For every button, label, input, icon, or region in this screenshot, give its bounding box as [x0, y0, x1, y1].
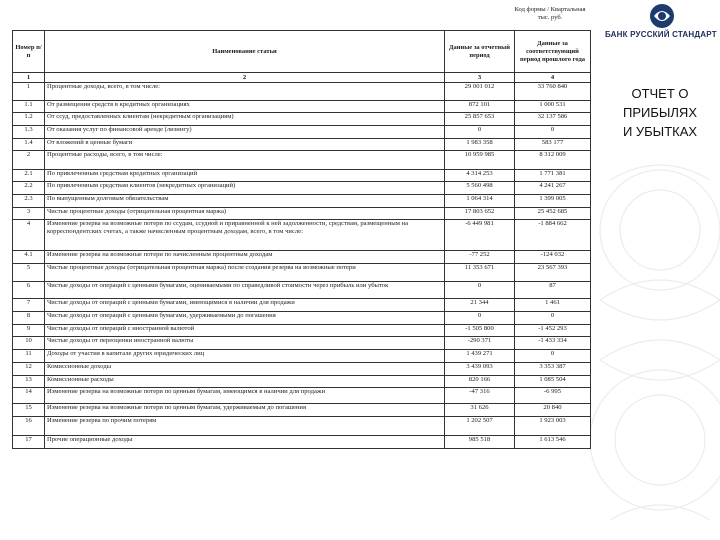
row-current-value: 1 064 314: [445, 195, 515, 208]
row-name: Чистые доходы от операций с ценными бумагами, удерживаемыми до погашения: [45, 312, 445, 325]
slide-title-line: ОТЧЕТ О: [631, 86, 689, 101]
row-number: 15: [13, 404, 45, 417]
column-numbers-row: [13, 73, 591, 83]
row-current-value: 25 857 653: [445, 113, 515, 126]
report-document: [10, 0, 590, 530]
row-current-value: 31 626: [445, 404, 515, 417]
row-previous-value: 583 177: [515, 139, 591, 151]
row-previous-value: 33 760 840: [515, 83, 591, 101]
row-number: 6: [13, 282, 45, 299]
header-current: Данные за отчетный период: [445, 31, 515, 73]
row-previous-value: 23 567 393: [515, 264, 591, 282]
row-number: 1.2: [13, 113, 45, 126]
table-row: [13, 251, 591, 264]
row-current-value: 1 202 507: [445, 417, 515, 436]
row-previous-value: -1 433 334: [515, 337, 591, 350]
row-current-value: 0: [445, 282, 515, 299]
table-row: [13, 139, 591, 151]
row-number: 2.3: [13, 195, 45, 208]
brand-name: БАНК РУССКИЙ СТАНДАРТ: [605, 30, 717, 39]
row-number: 17: [13, 436, 45, 449]
table-row: [13, 195, 591, 208]
table-row: [13, 170, 591, 182]
row-number: 2.1: [13, 170, 45, 182]
row-name: Прочие операционные доходы: [45, 436, 445, 449]
header-previous: Данные за соответствующий период прошлого года: [515, 31, 591, 73]
table-row: [13, 404, 591, 417]
row-current-value: 1 439 271: [445, 350, 515, 363]
row-current-value: 872 101: [445, 101, 515, 113]
row-number: 13: [13, 376, 45, 388]
row-name: Чистые доходы от операций с иностранной валютой: [45, 325, 445, 337]
table-row: [13, 363, 591, 376]
slide-title: [610, 84, 710, 141]
table-row: [13, 208, 591, 220]
table-row: [13, 182, 591, 195]
header-name: Наименование статьи: [45, 31, 445, 73]
row-previous-value: 1 461: [515, 299, 591, 312]
row-previous-value: 3 353 387: [515, 363, 591, 376]
profit-loss-table: [12, 30, 591, 449]
row-current-value: 29 001 012: [445, 83, 515, 101]
row-previous-value: 8 312 009: [515, 151, 591, 170]
row-number: 14: [13, 388, 45, 404]
row-name: Изменение резерва на возможные потери по ценным бумагам, имеющимся в наличии для продажи: [45, 388, 445, 404]
row-previous-value: 0: [515, 350, 591, 363]
row-previous-value: -1 452 293: [515, 325, 591, 337]
row-number: 10: [13, 337, 45, 350]
row-number: 2: [13, 151, 45, 170]
row-current-value: 21 344: [445, 299, 515, 312]
row-name: Комиссионные расходы: [45, 376, 445, 388]
row-previous-value: 1 085 504: [515, 376, 591, 388]
row-current-value: -6 449 981: [445, 220, 515, 251]
row-previous-value: 1 771 381: [515, 170, 591, 182]
table-row: [13, 264, 591, 282]
row-number: 12: [13, 363, 45, 376]
row-name: От ссуд, предоставленных клиентам (некредитным организациям): [45, 113, 445, 126]
row-previous-value: 1 399 005: [515, 195, 591, 208]
row-previous-value: 1 923 003: [515, 417, 591, 436]
row-current-value: 3 439 093: [445, 363, 515, 376]
row-previous-value: 1 000 531: [515, 101, 591, 113]
row-name: Изменение резерва на возможные потери по ценным бумагам, удерживаемым до погашения: [45, 404, 445, 417]
row-name: По привлеченным средствам кредитных организаций: [45, 170, 445, 182]
row-number: 4.1: [13, 251, 45, 264]
row-number: 8: [13, 312, 45, 325]
row-number: 1.3: [13, 126, 45, 139]
header-num: Номер п/п: [13, 31, 45, 73]
table-row: [13, 376, 591, 388]
document-header: [500, 6, 600, 22]
currency-unit-label: тыс. руб.: [537, 14, 563, 21]
col-number: 1: [13, 73, 45, 83]
form-code-label: Код формы / Квартальная: [514, 6, 586, 13]
row-current-value: 11 353 671: [445, 264, 515, 282]
row-previous-value: 1 613 546: [515, 436, 591, 449]
row-name: Чистые доходы от операций с ценными бумагами, имеющимися в наличии для продажи: [45, 299, 445, 312]
row-previous-value: -6 995: [515, 388, 591, 404]
row-current-value: -1 505 800: [445, 325, 515, 337]
table-row: [13, 337, 591, 350]
row-number: 16: [13, 417, 45, 436]
table-row: [13, 299, 591, 312]
row-name: От оказания услуг по финансовой аренде (лизингу): [45, 126, 445, 139]
row-previous-value: 0: [515, 126, 591, 139]
row-number: 4: [13, 220, 45, 251]
col-number: 4: [515, 73, 591, 83]
row-current-value: -290 371: [445, 337, 515, 350]
row-previous-value: 25 452 685: [515, 208, 591, 220]
row-name: По привлеченным средствам клиентов (некредитных организаций): [45, 182, 445, 195]
row-name: Чистые доходы от переоценки иностранной валюты: [45, 337, 445, 350]
table-row: [13, 388, 591, 404]
row-current-value: 985 518: [445, 436, 515, 449]
row-name: Чистые доходы от операций с ценными бумагами, оцениваемыми по справедливой стоимости через прибыль или убыток: [45, 282, 445, 299]
table-row: [13, 83, 591, 101]
table-row: [13, 113, 591, 126]
table-row: [13, 436, 591, 449]
row-name: Чистые процентные доходы (отрицательная процентная маржа) после создания резерва на возможные потери: [45, 264, 445, 282]
slide-title-line: И УБЫТКАХ: [622, 124, 698, 139]
row-current-value: -77 252: [445, 251, 515, 264]
row-current-value: 820 166: [445, 376, 515, 388]
row-current-value: -47 316: [445, 388, 515, 404]
row-name: По выпущенным долговым обязательствам: [45, 195, 445, 208]
row-previous-value: -1 884 662: [515, 220, 591, 251]
row-name: Процентные доходы, всего, в том числе:: [45, 83, 445, 101]
row-name: Изменение резерва на возможные потери по начисленным процентным доходам: [45, 251, 445, 264]
row-previous-value: 0: [515, 312, 591, 325]
row-name: Изменение резерва по прочим потерям: [45, 417, 445, 436]
row-current-value: 10 959 985: [445, 151, 515, 170]
table-row: [13, 126, 591, 139]
row-current-value: 0: [445, 312, 515, 325]
slide-title-line: ПРИБЫЛЯХ: [623, 105, 697, 120]
row-number: 7: [13, 299, 45, 312]
row-previous-value: 20 840: [515, 404, 591, 417]
row-number: 5: [13, 264, 45, 282]
row-number: 1: [13, 83, 45, 101]
table-row: [13, 417, 591, 436]
table-row: [13, 282, 591, 299]
row-current-value: 17 803 652: [445, 208, 515, 220]
row-name: Процентные расходы, всего, в том числе:: [45, 151, 445, 170]
row-name: Комиссионные доходы: [45, 363, 445, 376]
table-row: [13, 312, 591, 325]
row-name: От вложений в ценные бумаги: [45, 139, 445, 151]
table-row: [13, 220, 591, 251]
row-number: 11: [13, 350, 45, 363]
row-number: 1.1: [13, 101, 45, 113]
row-previous-value: 32 137 586: [515, 113, 591, 126]
row-number: 1.4: [13, 139, 45, 151]
col-number: 2: [45, 73, 445, 83]
table-row: [13, 325, 591, 337]
table-row: [13, 151, 591, 170]
col-number: 3: [445, 73, 515, 83]
row-current-value: 4 314 253: [445, 170, 515, 182]
table-row: [13, 350, 591, 363]
row-name: Чистые процентные доходы (отрицательная процентная маржа): [45, 208, 445, 220]
row-name: Доходы от участия в капитале других юридических лиц: [45, 350, 445, 363]
row-name: От размещения средств в кредитных организациях: [45, 101, 445, 113]
row-current-value: 5 560 498: [445, 182, 515, 195]
row-previous-value: -124 032: [515, 251, 591, 264]
row-current-value: 1 983 358: [445, 139, 515, 151]
row-name: Изменение резерва на возможные потери по ссудам, ссудной и приравненной к ней задолженности, средствам, размещенным на корреспондентских счетах, а также начисленным процентным доходам, всего, в том числе:: [45, 220, 445, 251]
row-current-value: 0: [445, 126, 515, 139]
row-number: 9: [13, 325, 45, 337]
row-number: 3: [13, 208, 45, 220]
table-row: [13, 101, 591, 113]
row-number: 2.2: [13, 182, 45, 195]
row-previous-value: 4 241 267: [515, 182, 591, 195]
row-previous-value: 87: [515, 282, 591, 299]
